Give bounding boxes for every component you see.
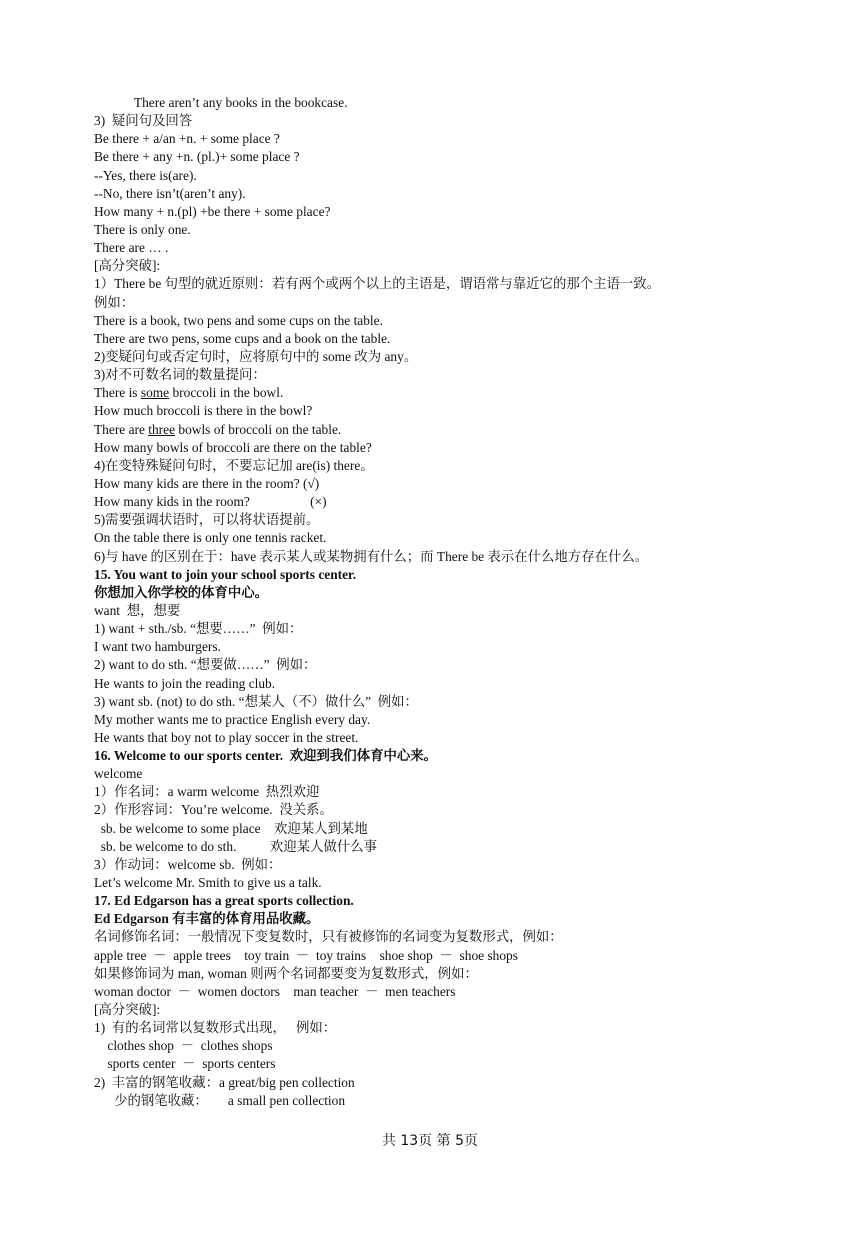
text-line: 1) 有的名词常以复数形式出现， 例如： <box>94 1020 337 1036</box>
text-line: 2）作形容词：You’re welcome. 没关系。 <box>94 802 333 818</box>
text-line: [高分突破]: <box>94 1002 161 1018</box>
text-line: How many kids are there in the room? (√) <box>94 475 320 491</box>
text-line: welcome <box>94 766 143 782</box>
text-line: He wants that boy not to play soccer in the street. <box>94 729 359 745</box>
text-line: --Yes, there is(are). <box>94 167 197 183</box>
text-line: Be there + any +n. (pl.)+ some place ? <box>94 149 300 165</box>
section-heading: 16. Welcome to our sports center. 欢迎到我们体育中心来。 <box>94 748 438 764</box>
text-line: 2) want to do sth. “想要做……” 例如： <box>94 657 317 673</box>
text-line: 名词修饰名词：一般情况下变复数时，只有被修饰的名词变为复数形式，例如： <box>94 929 563 945</box>
text-fragment: There is <box>94 385 141 401</box>
text-line: 例如： <box>94 294 135 310</box>
text-line: How many kids in the room? (×) <box>94 494 327 510</box>
text-line <box>94 421 824 439</box>
text-fragment: There are <box>94 421 149 437</box>
text-line: There is only one. <box>94 221 191 237</box>
text-line <box>94 384 824 402</box>
text-line: sports center － sports centers <box>94 1056 276 1072</box>
text-line: There are two pens, some cups and a book on the table. <box>94 330 391 346</box>
text-line: 2) 丰富的钢笔收藏：a great/big pen collection <box>94 1074 355 1090</box>
text-line: 2)变疑问句或否定句时，应将原句中的 some 改为 any。 <box>94 348 418 364</box>
section-heading: Ed Edgarson 有丰富的体育用品收藏。 <box>94 911 320 927</box>
text-line: I want two hamburgers. <box>94 639 221 655</box>
text-line: 1) want + sth./sb. “想要……” 例如： <box>94 621 303 637</box>
text-line: How many bowls of broccoli are there on the table? <box>94 439 372 455</box>
text-line: 如果修饰词为 man, woman 则两个名词都要变为复数形式，例如： <box>94 965 478 981</box>
page-footer: 共 13页 第 5页 <box>381 1133 479 1149</box>
text-line: apple tree － apple trees toy train － toy trains shoe shop － shoe shops <box>94 947 518 963</box>
text-line: want 想，想要 <box>94 602 181 618</box>
text-line: 6)与 have 的区别在于：have 表示某人或某物拥有什么；而 There be 表示在什么地方存在什么。 <box>94 548 649 564</box>
text-line: sb. be welcome to some place 欢迎某人到某地 <box>94 820 368 836</box>
text-line: [高分突破]: <box>94 258 161 274</box>
underlined-word: some <box>140 385 170 401</box>
text-fragment: bowls of broccoli on the table. <box>175 421 342 437</box>
text-line: 5)需要强调状语时，可以将状语提前。 <box>94 512 320 528</box>
section-heading: 15. You want to join your school sports center. <box>94 566 357 582</box>
text-line: 1）There be 句型的就近原则：若有两个或两个以上的主语是，谓语常与靠近它的那个主语一致。 <box>94 276 661 292</box>
text-line: --No, there isn’t(aren’t any). <box>94 185 246 201</box>
text-fragment: broccoli in the bowl. <box>169 385 284 401</box>
text-line: 3）作动词：welcome sb. 例如： <box>94 856 282 872</box>
text-line: How much broccoli is there in the bowl? <box>94 403 313 419</box>
text-line: How many + n.(pl) +be there + some place? <box>94 203 331 219</box>
text-line: There aren’t any books in the bookcase. <box>94 95 348 110</box>
document-body <box>94 94 824 1110</box>
text-line: 4)在变特殊疑问句时，不要忘记加 are(is) there。 <box>94 457 374 473</box>
text-line: On the table there is only one tennis racket. <box>94 530 327 546</box>
section-heading: 17. Ed Edgarson has a great sports collection. <box>94 893 354 909</box>
text-line: sb. be welcome to do sth. 欢迎某人做什么事 <box>94 838 378 854</box>
text-line: 3) 疑问句及回答 <box>94 113 193 129</box>
text-line: My mother wants me to practice English every day. <box>94 711 371 727</box>
text-line: clothes shop － clothes shops <box>94 1038 273 1054</box>
text-line: woman doctor － women doctors man teacher － men teachers <box>94 983 456 999</box>
text-line: 1）作名词：a warm welcome 热烈欢迎 <box>94 784 320 800</box>
text-line: Be there + a/an +n. + some place ? <box>94 131 280 147</box>
text-line: There is a book, two pens and some cups on the table. <box>94 312 383 328</box>
text-line: There are … . <box>94 240 169 256</box>
underlined-word: three <box>148 421 176 437</box>
section-heading: 你想加入你学校的体育中心。 <box>94 584 269 600</box>
text-line: 3) want sb. (not) to do sth. “想某人（不）做什么” 例如： <box>94 693 418 709</box>
text-line: He wants to join the reading club. <box>94 675 276 691</box>
text-line: 3)对不可数名词的数量提问： <box>94 367 266 383</box>
text-line: Let’s welcome Mr. Smith to give us a talk. <box>94 875 322 891</box>
text-line: 少的钢笔收藏： a small pen collection <box>94 1092 346 1108</box>
